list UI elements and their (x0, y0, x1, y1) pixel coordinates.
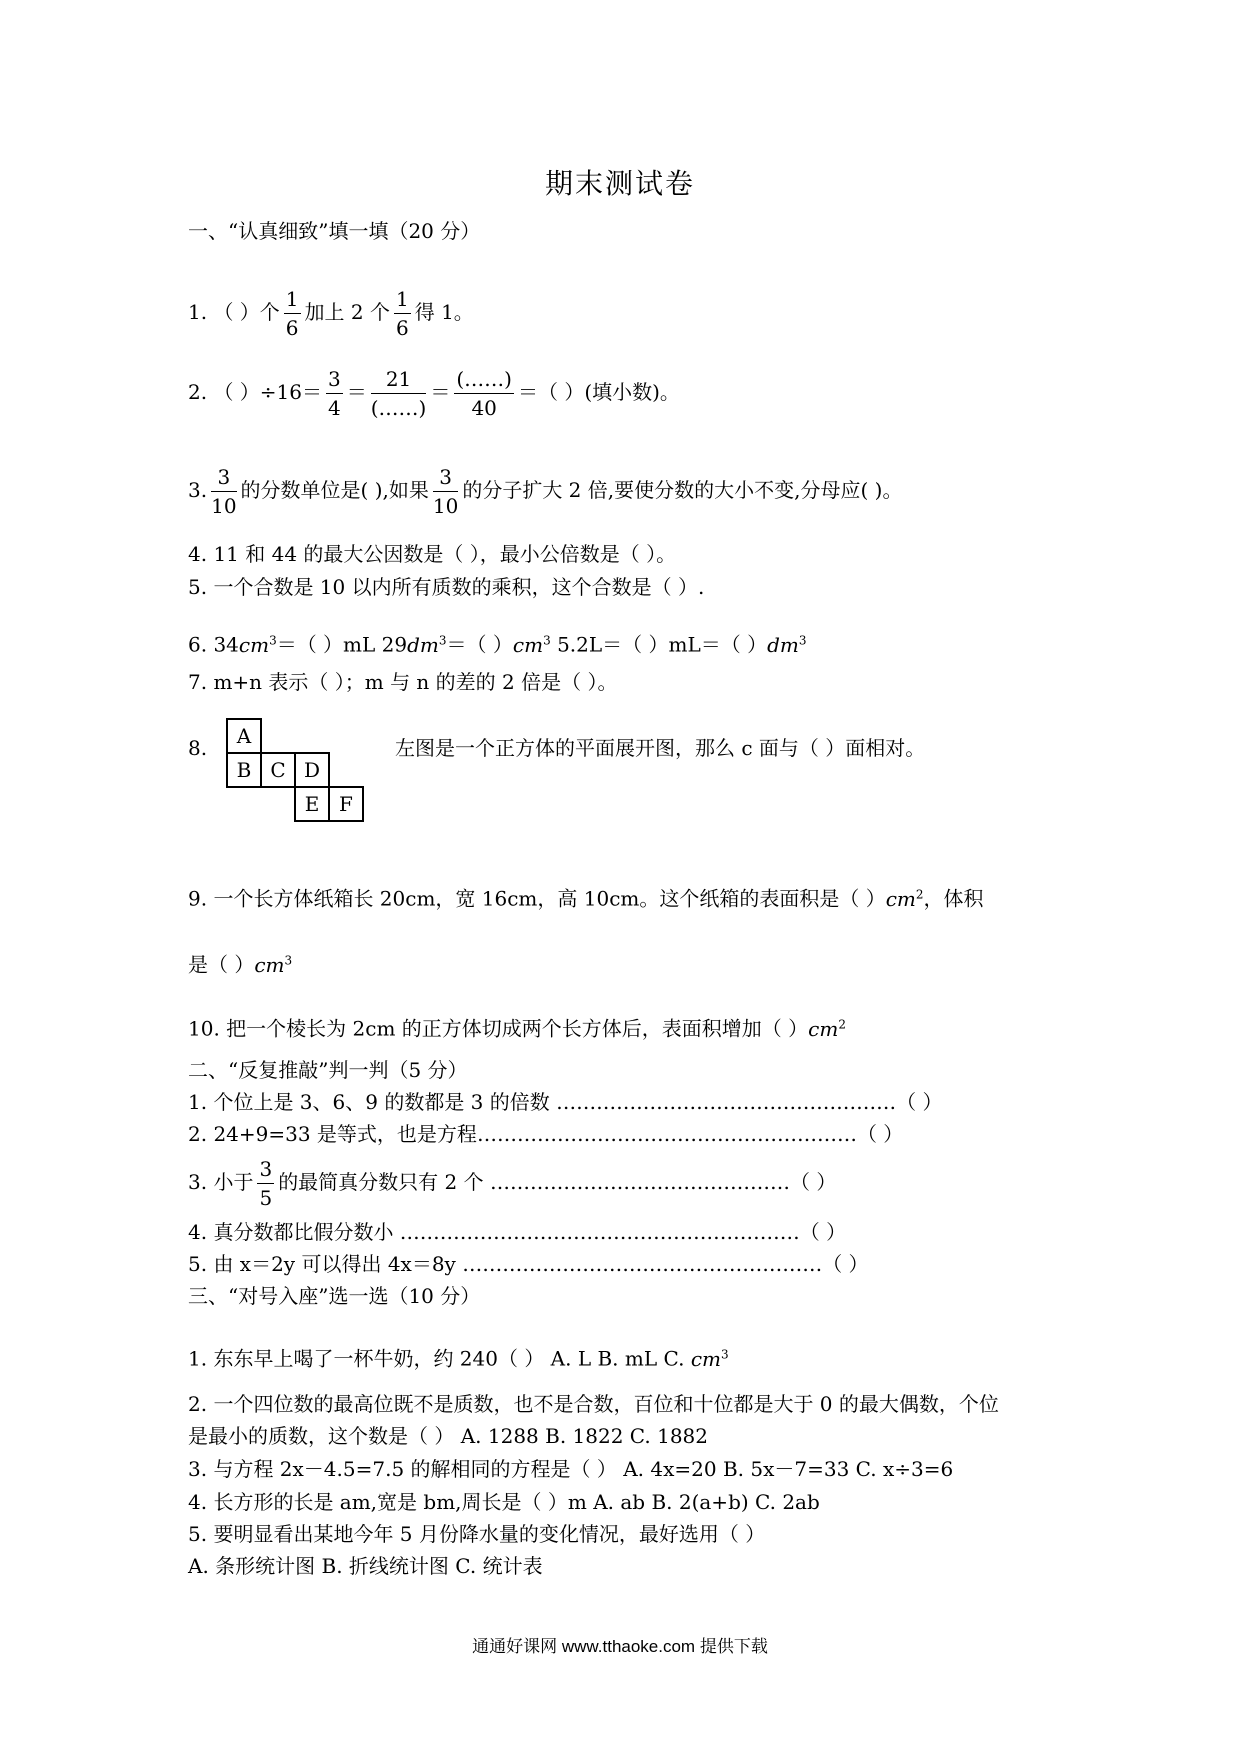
choice-question-2a: 2. 一个四位数的最高位既不是质数，也不是合数，百位和十位都是大于 0 的最大偶数，个位 (188, 1392, 999, 1416)
judge-text: 5. 由 x＝2y 可以得出 4x＝8y (188, 1252, 463, 1276)
judge-item-1 (188, 1088, 942, 1116)
question-1-2 (188, 362, 680, 422)
net-face-d: D (294, 752, 330, 788)
unit-cm3: $cm^3$ (254, 952, 293, 977)
q6-text-a: 6. 34 (188, 632, 239, 657)
answer-blank: （ ） (822, 1252, 869, 1276)
fraction: $\frac{(\dots\dots)}{40}$ (456, 367, 512, 420)
choice-question-5-options: A. 条形统计图 B. 折线统计图 C. 统计表 (188, 1554, 543, 1578)
unit-cm3: $cm^3$ (512, 632, 551, 657)
dot-leader: ………………………………………………… (476, 1122, 857, 1146)
answer-blank: （ ） (789, 1170, 837, 1194)
judge-item-4 (188, 1218, 846, 1246)
question-1-4: 4. 11 和 44 的最大公因数是（ ），最小公倍数是（ ）。 (188, 542, 677, 566)
question-1-7: 7. m+n 表示（ ）；m 与 n 的差的 2 倍是（ ）。 (188, 670, 618, 694)
answer-blank: （ ） (856, 1122, 904, 1146)
cube-net-figure (226, 718, 360, 852)
net-face-a: A (226, 718, 262, 754)
question-1-3 (188, 460, 902, 520)
judge-text: 1. 个位上是 3、6、9 的数都是 3 的倍数 (188, 1090, 557, 1114)
net-face-e: E (294, 786, 330, 822)
q3-text-a: 3. (188, 478, 208, 502)
choice-text: 1. 东东早上喝了一杯牛奶，约 240（ ） A. L B. mL C. (188, 1346, 691, 1371)
judge-item-5 (188, 1250, 869, 1278)
section1-heading: 一、“认真细致”填一填（20 分） (188, 219, 481, 243)
footer-credit: 通通好课网 www.tthaoke.com 提供下载 (472, 1637, 768, 1656)
question-1-9b (188, 946, 292, 979)
judge-text: 的最简真分数只有 2 个 (278, 1170, 490, 1194)
question-1-8-number: 8. (188, 736, 208, 760)
judge-item-2 (188, 1120, 903, 1148)
net-face-c: C (260, 752, 296, 788)
q10-text: 10. 把一个棱长为 2cm 的正方体切成两个长方体后，表面积增加（ ） (188, 1016, 809, 1041)
question-1-6 (188, 626, 807, 659)
question-1-10 (188, 1010, 846, 1043)
question-1-5: 5. 一个合数是 10 以内所有质数的乘积，这个合数是（ ）. (188, 575, 705, 599)
judge-text: 3. 小于 (188, 1170, 254, 1194)
fraction: $\frac{3}{5}$ (259, 1157, 273, 1210)
q2-text-a: 2. （ ）÷16＝ (188, 380, 323, 404)
unit-dm3: $dm^3$ (767, 632, 807, 657)
answer-blank: （ ） (799, 1220, 847, 1244)
page-title: 期末测试卷 (544, 167, 695, 200)
section2-heading: 二、“反复推敲”判一判（5 分） (188, 1058, 468, 1082)
dot-leader: ……………………………………………… (462, 1252, 823, 1276)
q1-text-b: 加上 2 个 (304, 300, 390, 324)
judge-text: 2. 24+9=33 是等式，也是方程 (188, 1122, 477, 1146)
q3-text-b: 的分数单位是( ),如果 (240, 478, 429, 502)
section3-heading: 三、“对号入座”选一选（10 分） (188, 1284, 481, 1308)
fraction: $\frac{3}{10}$ (432, 465, 459, 518)
question-1-1 (188, 282, 474, 342)
fraction: $\frac{1}{6}$ (285, 287, 299, 340)
q1-text-a: 1. （ ）个 (188, 300, 280, 324)
net-face-f: F (328, 786, 364, 822)
q9-tail: ，体积 (923, 886, 984, 911)
unit-cm2: $cm^2$ (885, 886, 924, 911)
fraction: $\frac{3}{10}$ (211, 465, 237, 518)
choice-question-2b: 是最小的质数，这个数是（ ） A. 1288 B. 1822 C. 1882 (188, 1424, 708, 1448)
judge-text: 4. 真分数都比假分数小 (188, 1220, 400, 1244)
q6-text-c: ＝（ ） (446, 632, 513, 657)
choice-question-4: 4. 长方形的长是 am,宽是 bm,周长是（ ）m A. ab B. 2(a+b) C. 2ab (188, 1490, 820, 1514)
q9b-text: 是（ ） (188, 952, 255, 977)
question-1-9a (188, 880, 984, 913)
q6-text-d: 5.2L＝（ ）mL＝（ ） (550, 632, 768, 657)
q6-text-b: ＝（ ）mL 29 (276, 632, 408, 657)
unit-cm3: $cm^3$ (238, 632, 277, 657)
judge-item-3 (188, 1152, 836, 1212)
q9-text: 9. 一个长方体纸箱长 20cm，宽 16cm，高 10cm。这个纸箱的表面积是（ ） (188, 886, 886, 911)
net-face-b: B (226, 752, 262, 788)
unit-dm3: $dm^3$ (407, 632, 447, 657)
q3-text-c: 的分子扩大 2 倍,要使分数的大小不变,分母应( )。 (462, 478, 903, 502)
equals: ＝ (430, 380, 451, 404)
equals: ＝ (346, 380, 367, 404)
choice-question-1 (188, 1340, 729, 1373)
fraction: $\frac{3}{4}$ (328, 367, 341, 420)
answer-blank: （ ） (896, 1090, 943, 1114)
question-1-8-text: 左图是一个正方体的平面展开图，那么 c 面与（ ）面相对。 (395, 736, 926, 760)
q1-text-c: 得 1。 (414, 300, 474, 324)
fraction: $\frac{21}{(\dots\dots)}$ (370, 367, 427, 420)
dot-leader: …………………………………………… (556, 1090, 897, 1114)
unit-cm3: $cm^3$ (690, 1346, 729, 1371)
dot-leader: ……………………………………… (489, 1170, 790, 1194)
fraction: $\frac{1}{6}$ (395, 287, 409, 340)
unit-cm2: $cm^2$ (808, 1016, 846, 1041)
choice-question-5: 5. 要明显看出某地今年 5 月份降水量的变化情况，最好选用（ ） (188, 1522, 766, 1546)
dot-leader: …………………………………………………… (399, 1220, 800, 1244)
choice-question-3: 3. 与方程 2x－4.5=7.5 的解相同的方程是（ ） A. 4x=20 B. 5x－7=33 C. x÷3=6 (188, 1457, 954, 1481)
q2-text-b: ＝（ ）(填小数)。 (517, 380, 680, 404)
